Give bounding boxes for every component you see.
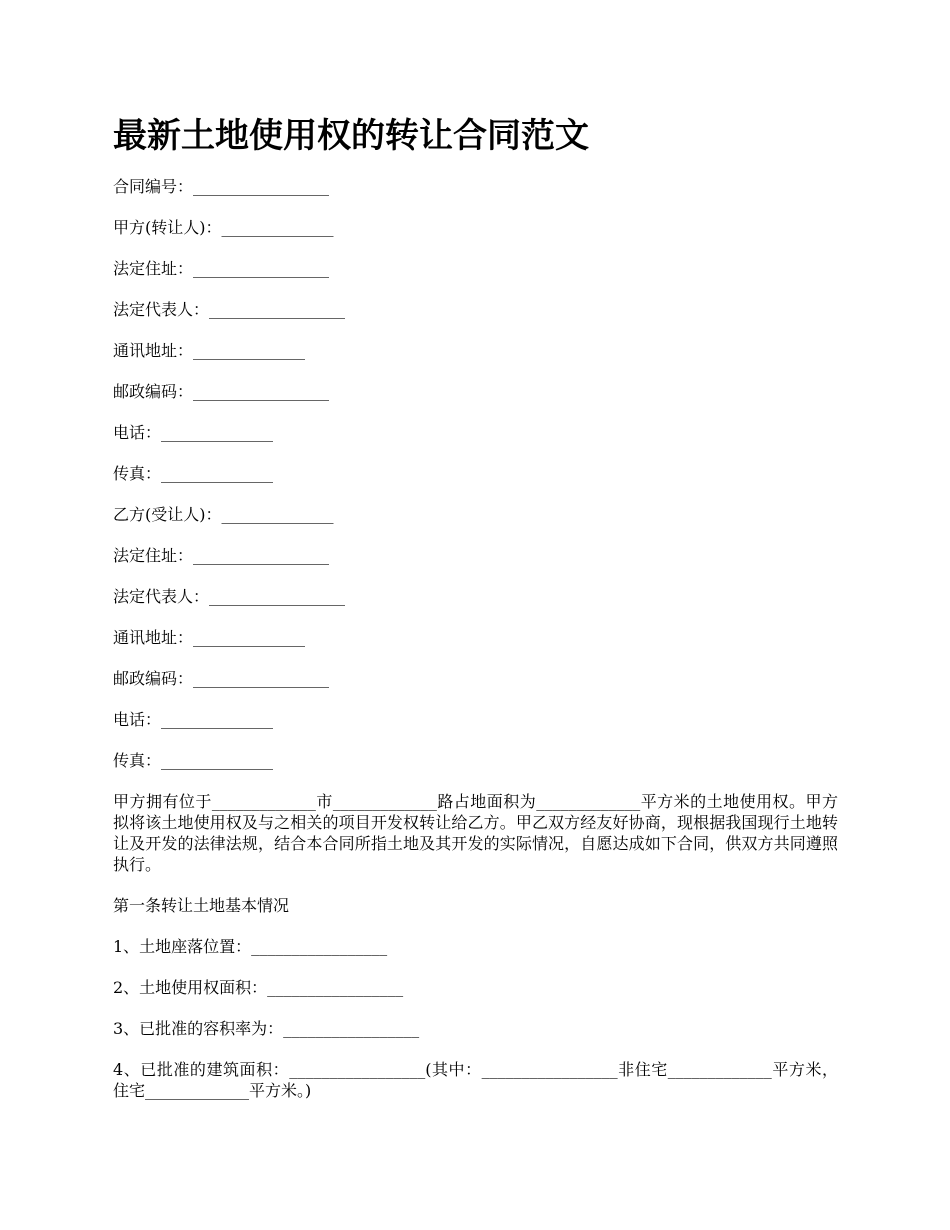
field-party-a-phone: 电话：______________ <box>113 423 274 442</box>
field-party-a: 甲方(转让人)：______________ <box>113 218 334 237</box>
article-1-heading: 第一条转让土地基本情况 <box>113 896 290 915</box>
field-party-a-fax: 传真：______________ <box>113 464 274 483</box>
article-1-item-2: 2、土地使用权面积：_________________ <box>113 978 404 997</box>
field-party-b-fax: 传真：______________ <box>113 751 274 770</box>
field-party-b-representative: 法定代表人：_________________ <box>113 587 346 606</box>
document-page <box>113 112 838 1121</box>
field-party-b: 乙方(受让人)：______________ <box>113 505 334 524</box>
field-party-a-representative: 法定代表人：_________________ <box>113 300 346 319</box>
field-contract-number: 合同编号：_________________ <box>113 177 330 196</box>
field-party-b-mailing-address: 通讯地址：______________ <box>113 628 306 647</box>
article-1-item-1: 1、土地座落位置：_________________ <box>113 937 388 956</box>
field-party-b-address: 法定住址：_________________ <box>113 546 330 565</box>
field-party-a-address: 法定住址：_________________ <box>113 259 330 278</box>
field-party-b-phone: 电话：______________ <box>113 710 274 729</box>
party-fields <box>113 176 838 772</box>
field-party-a-mailing-address: 通讯地址：______________ <box>113 341 306 360</box>
field-party-b-postcode: 邮政编码：_________________ <box>113 669 330 688</box>
article-1-item-4: 4、已批准的建筑面积：_________________(其中：_________________非住宅_____________平方米，住宅_____________平方米。) <box>113 1060 838 1100</box>
article-1-item-3: 3、已批准的容积率为：_________________ <box>113 1019 420 1038</box>
field-party-a-postcode: 邮政编码：_________________ <box>113 382 330 401</box>
document-title: 最新土地使用权的转让合同范文 <box>113 116 589 156</box>
intro-paragraph: 甲方拥有位于_____________市_____________路占地面积为_____________平方米的土地使用权。甲方拟将该土地使用权及与之相关的项目开发权转让给乙方。甲乙双方经友好协商，现根据我国现行土地转让及开发的法律法规，结合本合同所指土地及其开发的实际情况，自愿达成如下合同，供双方共同遵照执行。 <box>113 792 838 874</box>
